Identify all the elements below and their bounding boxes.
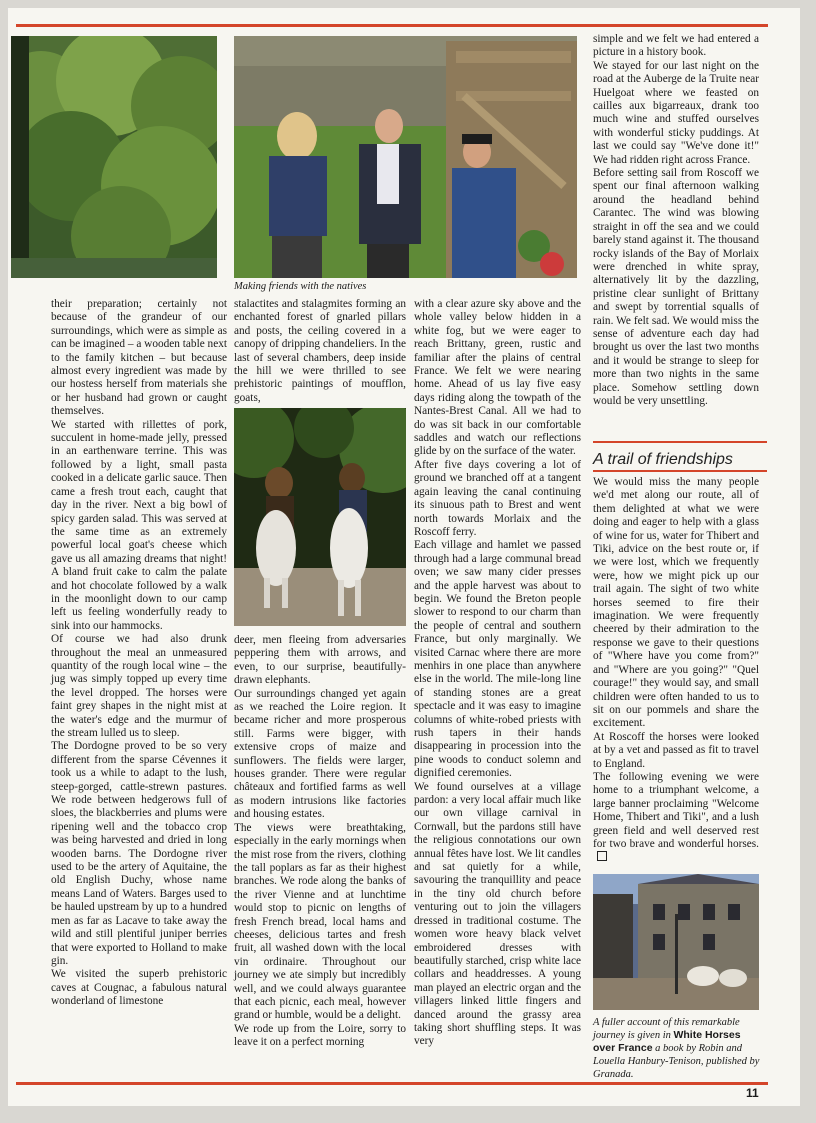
paragraph: We would miss the many people we'd met along our route, all of them delighted at what we were doing and eager to help with a glass of wine for us, water for Thibert and Tiki, advice on the best route or, if we were lost, which we frequently were, how we might pick up our trail again. The sight of two white horses seemed to fire their imagination. We were frequently cheered by their admiration to the response we gave to their questions of "Where have you come from?" and "Where are you going?" "Quel courage!" they would say, and small children were often handed to us to sit on our pommels and share the excitement. [593, 476, 759, 730]
column-2-top [234, 298, 406, 405]
section-heading: A trail of friendships [593, 441, 767, 469]
column-4-top [593, 33, 759, 408]
natives-photo [234, 36, 577, 278]
credit-text-1: A fuller account of this remarkable journey is given in [593, 1017, 740, 1041]
paragraph: After five days covering a lot of ground we branched off at a tangent again leaving the canal continuing its sinuous path to Brest and went north towards Morlaix and the Roscoff ferry. [414, 458, 581, 538]
paragraph: We found ourselves at a village pardon: a very local affair much like our own village carnival in Cornwall, but the pardons still have the religious connotations our own annual fêtes have lost. We lit candles and sat quietly for a while, savouring the tranquillity and peace in the tiny old church before venturing out to join the villagers dressed in traditional costume. The women wore heavy black velvet embroidered dresses with beautifully starched, crisp white lace collars and headdresses. A young man played an electric organ and the villagers linked little fingers and danced around the grassy area taking short shuffling steps. It was very [414, 780, 581, 1048]
paragraph: The views were breathtaking, especially in the early mornings when the mist rose from the rivers, clothing the tall poplars as far as their highest branches. We rode along the banks of the river Vienne and at lunchtime would stop to picnic on lengths of fresh French bread, local hams and cheeses, delicious tartes and fresh fruit, all washed down with the local vin ordinaire. Throughout our journey we ate simply but incredibly well, and we could always guarantee that each picnic, each meal, however grand or humble, would be a delight. [234, 821, 406, 1022]
riders-photo [234, 408, 406, 626]
paragraph: We visited the superb prehistoric caves at Cougnac, a fabulous natural wonderland of limestone [51, 968, 227, 1008]
river-photo [11, 36, 217, 278]
column-3 [414, 298, 581, 1049]
column-1 [51, 298, 227, 1009]
magazine-page [8, 8, 800, 1106]
paragraph: stalactites and stalagmites forming an enchanted forest of gnarled pillars and posts, the ceiling covered in a canopy of dripping chandeliers. In the last of several chambers, deep inside the hill we were thrilled to see prehistoric paintings of moufflon, goats, [234, 298, 406, 404]
top-rule [16, 24, 768, 27]
paragraph: At Roscoff the horses were looked at by a vet and passed as fit to travel to England. [593, 730, 759, 770]
heading-rule [593, 470, 767, 472]
paragraph: Our surroundings changed yet again as we reached the Loire region. It became richer and more prosperous still. Farms were bigger, with extensive crops of maize and sunflowers. The fields were larger, houses grander. There were regular châteaux and fortified farms as well as modern intrusions like factories and housing estates. [234, 687, 406, 821]
paragraph: deer, men fleeing from adversaries peppering them with arrows, and even, to our surprise, beautifully-drawn elephants. [234, 634, 406, 687]
final-paragraph-text: The following evening we were home to a triumphant welcome, a large banner proclaiming "Welcome Home, Thibert and Tiki", and a lush green field and well deserved rest for two brave and wonderful horses. [593, 770, 759, 850]
column-2-bottom [234, 634, 406, 1050]
bottom-rule [16, 1082, 768, 1085]
paragraph: Before setting sail from Roscoff we spent our final afternoon walking around the headland behind Carantec. The wind was blowing straight in off the sea and we could barely stand against it. The thousand rocky islands of the Bay of Morlaix were drenched in white spray, alternatively lit by the dazzling, pristine clear sunlight of Brittany and swept by torrential squalls of rain. We felt sad. We would miss the sense of adventure each day had brought us over the last two months and it would be strange to sleep for more than two nights in the same place. Somehow settling down would be very unsettling. [593, 167, 759, 407]
book-credit-caption [593, 1016, 761, 1081]
paragraph: their preparation; certainly not because of the grandeur of our surroundings, which were as simple as can be imagined – a wooden table next to the family kitchen – but because almost every ingredient was made by our hostess herself from materials she or her husband had grown or caught themselves. [51, 298, 227, 418]
paragraph: The Dordogne proved to be so very different from the sparse Cévennes it took us a while to adapt to the lush, steep-gorged, cattle-strewn pastures. We rode between hedgerows full of sloes, the blackberries and plums were ripening well and the tobacco crop was being harvested and dried in long wooden barns. The Dordogne river used to be the artery of Aquitaine, the old English Duchy, whose name means Land of Waters. Barges used to be hauled upstream by up to a hundred men as far as Lacave to take away the wild and still plentiful juniper berries that were exported to Holland to make gin. [51, 740, 227, 967]
end-mark-icon [597, 851, 607, 861]
page-number: 11 [746, 1086, 759, 1100]
book-title: White Horses over France [593, 1029, 741, 1054]
credit-text-2: a book by Robin and Louella Hanbury-Tenison, published by Granada. [593, 1043, 760, 1080]
natives-photo-caption: Making friends with the natives [234, 281, 367, 292]
paragraph: We stayed for our last night on the road at the Auberge de la Truite near Huelgoat where we feasted on cailles aux bigarreaux, drank too much wine and stuffed ourselves with wonderful sticky puddings. At last we could say "We've done it!" We had ridden right across France. [593, 59, 759, 166]
column-4-bottom [593, 476, 759, 866]
paragraph: We rode up from the Loire, sorry to leave it on a perfect morning [234, 1022, 406, 1049]
paragraph [593, 771, 759, 866]
paragraph: simple and we felt we had entered a picture in a history book. [593, 33, 759, 59]
paragraph: Of course we had also drunk throughout the meal an unmeasured quantity of the rough local wine – the jug was simply topped up every time the level dropped. The horses were faint grey shapes in the night mist at the water's edge and the murmur of the stream lulled us to sleep. [51, 633, 227, 739]
paragraph: We started with rillettes of pork, succulent in home-made jelly, pressed in an earthenware terrine. This was followed by a light, small pasta cooked in a delicate garlic sauce. Then came a fresh trout each, caught that day in the river. Next a big bowl of spicy garden salad. This was served at the same time as an extremely powerful local goat's cheese which gave us all amazing dreams that night! A bland fruit cake to calm the palate and hot chocolate followed by a walk in the moonlight down to our camp left us feeling wonderfully ready to sink into our hammocks. [51, 418, 227, 632]
roscoff-photo [593, 874, 759, 1010]
paragraph: with a clear azure sky above and the whole valley below hidden in a white fog, but we were eager to reach Brittany, green, rustic and familiar after the plains of central France. We felt we were nearing home. Ahead of us lay five easy days riding along the towpath of the Nantes-Brest Canal. All we had to do was sit back in our comfortable saddles and watch our reflections glide by on the surface of the water. [414, 298, 581, 458]
paragraph: Each village and hamlet we passed through had a large communal bread oven; we saw many cider presses and the apple harvest was about to begin. We found the Breton people slower to respond to our charm than the people of central and southern France, but only marginally. We visited Carnac where there are more menhirs in one place than anywhere else in the world. The mile-long line of standing stones are a great spectacle and it was easy to imagine columns of white-robed priests with rush tapers in their hands disappearing in procession into the pine woods to conduct solemn and dignified ceremonies. [414, 539, 581, 780]
